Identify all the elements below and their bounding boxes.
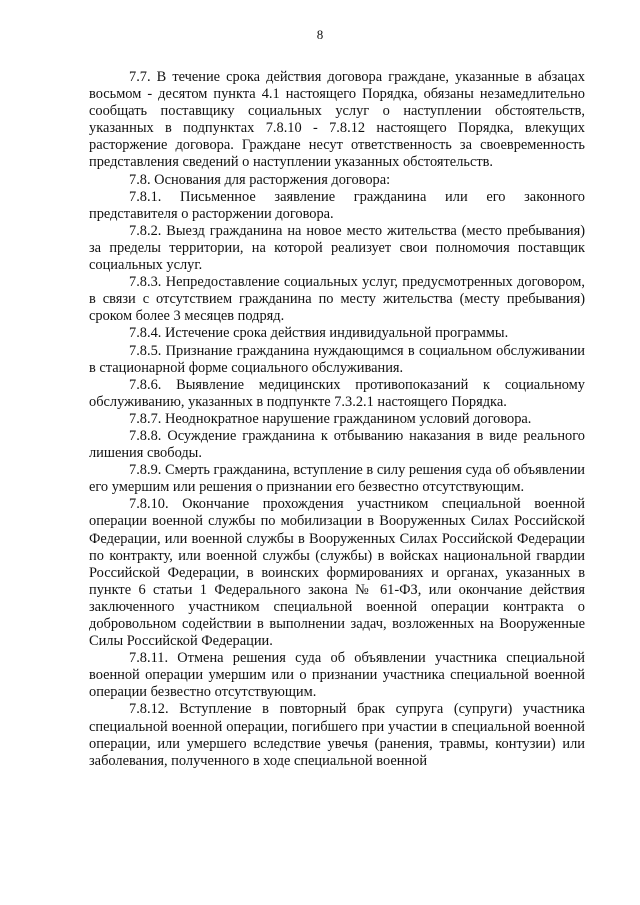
paragraph-7-8-12: 7.8.12. Вступление в повторный брак супруга (супруги) участника специальной военной операции, погибшего при участии в специальной военной операции, или умершего вследствие увечья (ранения, травмы, контузии) или заболевания, полученного в ходе специальной военной <box>89 701 585 769</box>
document-body <box>89 69 585 770</box>
paragraph-7-8-4: 7.8.4. Истечение срока действия индивидуальной программы. <box>129 325 509 342</box>
paragraph-7-7: 7.7. В течение срока действия договора граждане, указанные в абзацах восьмом - десятом пункта 4.1 настоящего Порядка, обязаны незамедлительно сообщать поставщику социальных услуг о наступлении обстоятельств, указанных в подпунктах 7.8.10 - 7.8.12 настоящего Порядка, влекущих расторжение договора. Граждане несут ответственность за своевременность представления сведений о наступлении указанных обстоятельств. <box>89 69 585 171</box>
paragraph-7-8-11: 7.8.11. Отмена решения суда об объявлении участника специальной военной операции умершим или о признании участника специальной военной операции безвестно отсутствующим. <box>89 650 585 701</box>
paragraph-7-8-8: 7.8.8. Осуждение гражданина к отбыванию наказания в виде реального лишения свободы. <box>89 427 585 462</box>
paragraph-7-8-2: 7.8.2. Выезд гражданина на новое место жительства (место пребывания) за пределы территории, на которой реализует свои полномочия поставщик социальных услуг. <box>89 222 585 274</box>
paragraph-7-8-6: 7.8.6. Выявление медицинских противопоказаний к социальному обслуживанию, указанных в подпункте 7.3.2.1 настоящего Порядка. <box>89 376 585 410</box>
paragraph-7-8: 7.8. Основания для расторжения договора: <box>129 171 391 188</box>
paragraph-7-8-7: 7.8.7. Неоднократное нарушение гражданином условий договора. <box>129 410 532 427</box>
page-number: 8 <box>316 27 324 42</box>
paragraph-7-8-5: 7.8.5. Признание гражданина нуждающимся в социальном обслуживании в стационарной форме социального обслуживания. <box>89 342 585 376</box>
paragraph-7-8-3: 7.8.3. Непредоставление социальных услуг, предусмотренных договором, в связи с отсутствием гражданина по месту жительства (месту пребывания) сроком более 3 месяцев подряд. <box>89 274 585 325</box>
paragraph-7-8-10: 7.8.10. Окончание прохождения участником специальной военной операции военной службы по мобилизации в Вооруженных Силах Российской Федерации, или военной службы в Вооруженных Силах Российской Федерации по контракту, или военной службы (службы) в войсках национальной гвардии Российской Федерации, в воинских формированиях и органах, указанных в пункте 6 статьи 1 Федерального закона № 61-ФЗ, или окончание действия заключенного участником специальной военной операции контракта о добровольном содействии в выполнении задач, возложенных на Вооруженные Силы Российской Федерации. <box>89 496 585 650</box>
paragraph-7-8-9: 7.8.9. Смерть гражданина, вступление в силу решения суда об объявлении его умершим или решения о признании его безвестно отсутствующим. <box>89 462 585 496</box>
paragraph-7-8-1: 7.8.1. Письменное заявление гражданина или его законного представителя о расторжении договора. <box>89 188 585 222</box>
